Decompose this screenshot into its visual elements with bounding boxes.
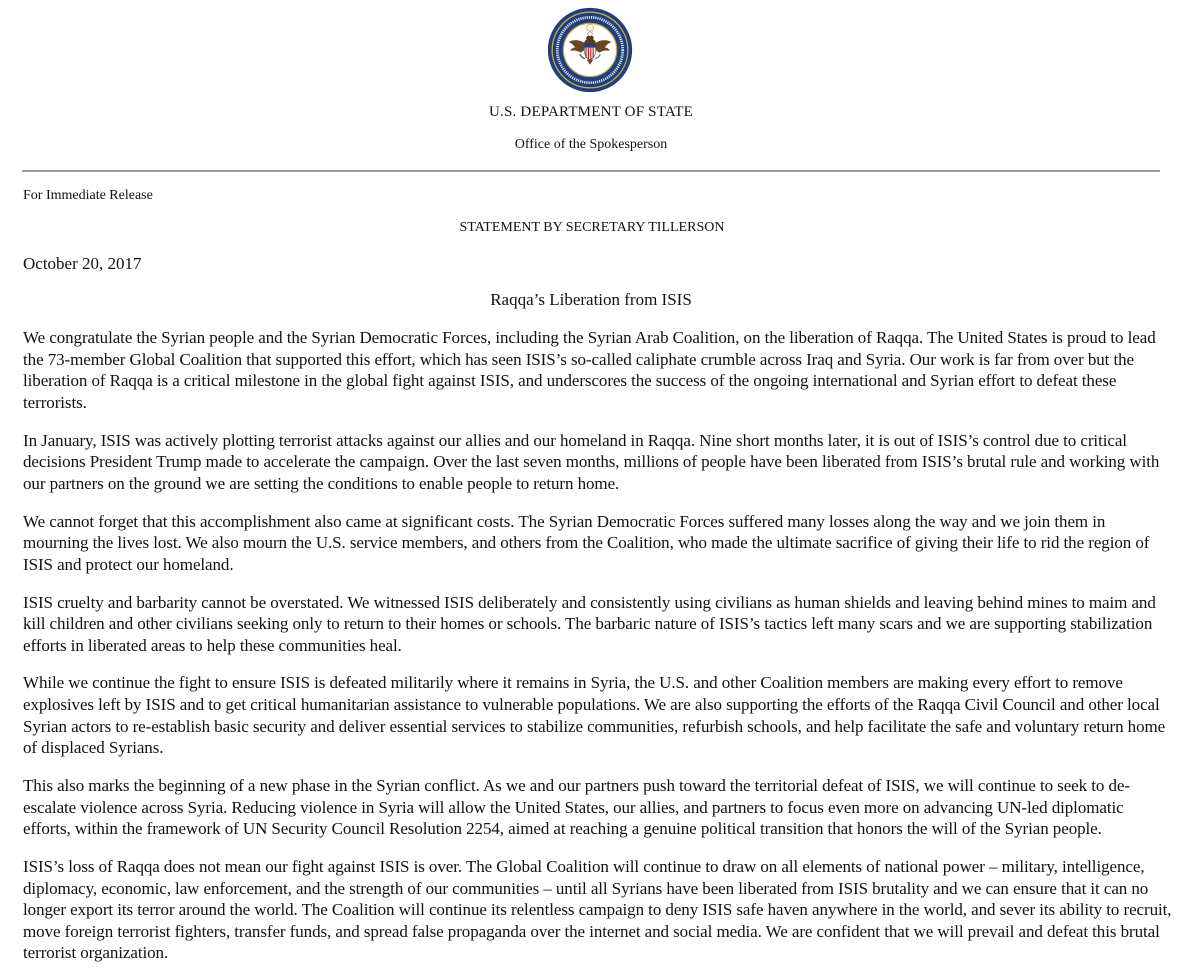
agency-name: U.S. DEPARTMENT OF STATE [489,104,693,120]
body-paragraph: While we continue the fight to ensure ISIS is defeated militarily where it remains in Syria, the U.S. and other Coalition members are making every effort to remove explosives left by ISIS and to get critical humanitarian assistance to vulnerable populations. We are also supporting the efforts of the Raqqa Civil Council and other local Syrian actors to re-establish basic security and deliver essential services to stabilize communities, refurbish schools, and help facilitate the safe and voluntary return home of displaced Syrians. [23,673,1166,758]
office-name: Office of the Spokesperson [514,137,668,152]
header-divider [22,170,1160,172]
document-title: Raqqa’s Liberation from ISIS [490,290,692,309]
body-paragraph: ISIS cruelty and barbarity cannot be overstated. We witnessed ISIS deliberately and consistently using civilians as human shields and leaving behind mines to maim and kill children and other civilians seeking only to return to their homes or schools. The barbaric nature of ISIS’s tactics left many scars and we are supporting stabilization efforts in liberated areas to help these communities heal. [23,592,1156,655]
statement-body [23,327,1173,980]
statement-heading: STATEMENT BY SECRETARY TILLERSON [459,220,725,235]
body-paragraph: This also marks the beginning of a new phase in the Syrian conflict. As we and our partners push toward the territorial defeat of ISIS, we will continue to seek to de-escalate violence across Syria. Reducing violence in Syria will allow the United States, our allies, and partners to focus even more on advancing UN-led diplomatic efforts, within the framework of UN Security Council Resolution 2254, aimed at reaching a genuine political transition that honors the will of the Syrian people. [23,776,1130,839]
body-paragraph: We congratulate the Syrian people and the Syrian Democratic Forces, including the Syrian Arab Coalition, on the liberation of Raqqa. The United States is proud to lead the 73-member Global Coalition that supported this effort, which has seen ISIS’s so-called caliphate crumble across Iraq and Syria. Our work is far from over but the liberation of Raqqa is a critical milestone in the global fight against ISIS, and underscores the success of the ongoing international and Syrian effort to defeat these terrorists. [23,328,1156,412]
department-of-state-seal-icon [547,7,633,93]
release-note: For Immediate Release [23,188,153,203]
body-paragraph: ISIS’s loss of Raqqa does not mean our fight against ISIS is over. The Global Coalition will continue to draw on all elements of national power – military, intelligence, diplomacy, economic, law enforcement, and the strength of our communities – until all Syrians have been liberated from ISIS brutality and we can ensure that it can no longer export its terror around the world. The Coalition will continue its relentless campaign to deny ISIS safe haven anywhere in the world, and sever its ability to recruit, move foreign terrorist fighters, transfer funds, and spread false propaganda over the internet and social media. We are confident that we will prevail and defeat this brutal terrorist organization. [23,857,1172,963]
body-paragraph: In January, ISIS was actively plotting terrorist attacks against our allies and our homeland in Raqqa. Nine short months later, it is out of ISIS’s control due to critical decisions President Trump made to accelerate the campaign. Over the last seven months, millions of people have been liberated from ISIS’s brutal rule and working with our partners on the ground we are setting the conditions to enable people to return home. [23,430,1160,493]
body-paragraph: We cannot forget that this accomplishment also came at significant costs. The Syrian Democratic Forces suffered many losses along the way and we join them in mourning the lives lost. We also mourn the U.S. service members, and others from the Coalition, who made the ultimate sacrifice of giving their life to rid the region of ISIS and protect our homeland. [23,511,1150,574]
release-date: October 20, 2017 [23,254,142,273]
